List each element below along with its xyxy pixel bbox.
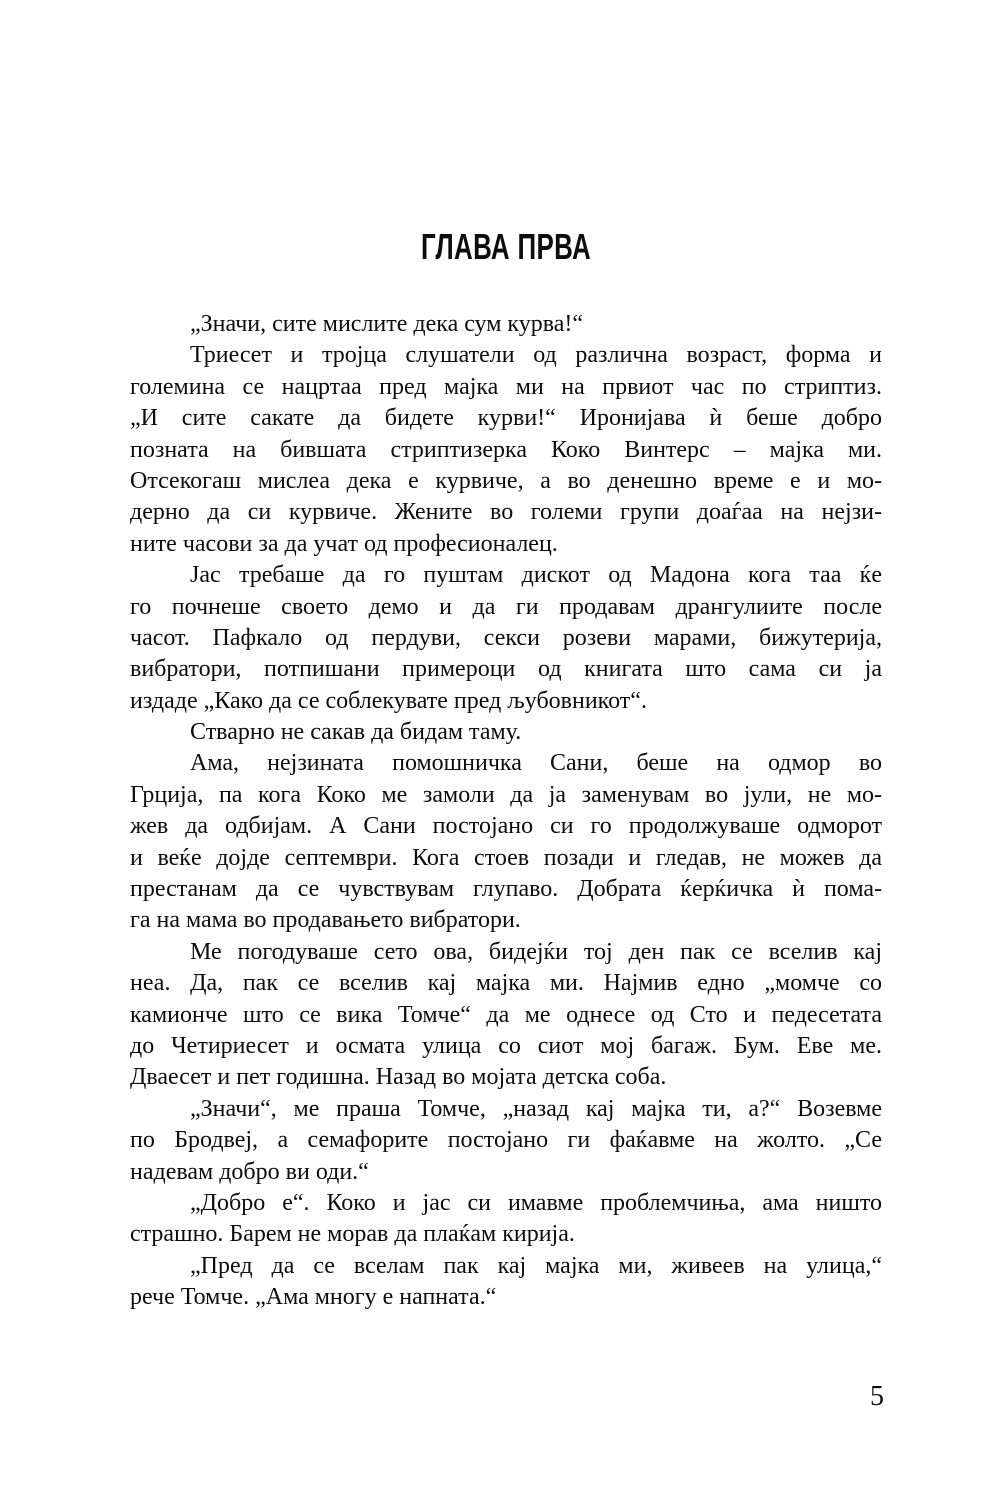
text-line: по Бродвеј, а семафорите постојано ги фаќавме на жолто. „Се — [130, 1127, 882, 1154]
text-line: страшно. Барем не морав да плаќам кирија. — [130, 1221, 575, 1248]
text-line: надевам добро ви оди.“ — [130, 1158, 369, 1185]
text-line: камионче што се вика Томче“ да ме однесе од Сто и педесетата — [130, 1001, 882, 1028]
text-line: жев да одбијам. А Сани постојано си го продолжуваше одморот — [130, 813, 882, 840]
text-line: „Значи“, ме праша Томче, „назад кај мајка ти, а?“ Возевме — [190, 1095, 882, 1122]
text-line: дерно да си курвиче. Жените во големи групи доаѓаа на нејзи- — [130, 499, 882, 526]
text-line: Грција, па кога Коко ме замоли да ја заменувам во јули, не мо- — [130, 781, 882, 808]
text-line: Јас требаше да го пуштам дискот од Мадона кога таа ќе — [190, 562, 882, 589]
text-line: Ме погодуваше сето ова, бидејќи тој ден пак се вселив кај — [190, 938, 882, 965]
text-line: Отсекогаш мислеа дека е курвиче, а во денешно време е и мо- — [130, 467, 882, 494]
text-line: га на мама во продавањето вибратори. — [130, 907, 521, 934]
text-line: до Четириесет и осмата улица со сиот мој багаж. Бум. Еве ме. — [130, 1032, 882, 1059]
text-line: „Пред да се вселам пак кај мајка ми, живеев на улица,“ — [190, 1252, 882, 1279]
chapter-title: ГЛАВА ПРВА — [421, 226, 591, 267]
text-line: ните часови за да учат од професионалец. — [130, 530, 558, 557]
text-line: рече Томче. „Ама многу е напната.“ — [130, 1284, 497, 1311]
text-line: „Добро е“. Коко и јас си имавме проблемчиња, ама ништо — [190, 1189, 882, 1216]
text-line: позната на бившата стриптизерка Коко Винтерс – мајка ми. — [130, 436, 882, 463]
page-number: 5 — [870, 1381, 884, 1412]
text-line: Триесет и тројца слушатели од различна возраст, форма и — [190, 342, 882, 369]
text-line: Дваесет и пет годишна. Назад во мојата детска соба. — [130, 1064, 667, 1091]
text-line: престанам да се чувствувам глупаво. Добрата ќерќичка ѝ пома- — [130, 876, 882, 903]
text-line: големина се нацртаа пред мајка ми на првиот час по стриптиз. — [130, 373, 882, 400]
text-line: „И сите сакате да бидете курви!“ Иронијава ѝ беше добро — [130, 405, 882, 432]
text-line: „Значи, сите мислите дека сум курва!“ — [190, 311, 584, 337]
text-line: издаде „Како да се соблекувате пред љубовникот“. — [130, 687, 647, 714]
text-line: го почнеше своето демо и да ги продавам дрангулиите после — [130, 593, 882, 620]
text-line: и веќе дојде септември. Кога стоев позади и гледав, не можев да — [130, 844, 882, 871]
text-line: неа. Да, пак се вселив кај мајка ми. Најмив едно „момче со — [130, 970, 882, 997]
text-line: Ама, нејзината помошничка Сани, беше на одмор во — [190, 750, 882, 777]
text-line: часот. Пафкало од пердуви, секси розеви марами, бижутерија, — [130, 624, 882, 651]
text-line: Стварно не сакав да бидам таму. — [190, 719, 522, 746]
chapter-heading — [130, 228, 882, 274]
body-text — [130, 309, 882, 1314]
text-line: вибратори, потпишани примероци од книгата што сама си ја — [130, 656, 882, 683]
